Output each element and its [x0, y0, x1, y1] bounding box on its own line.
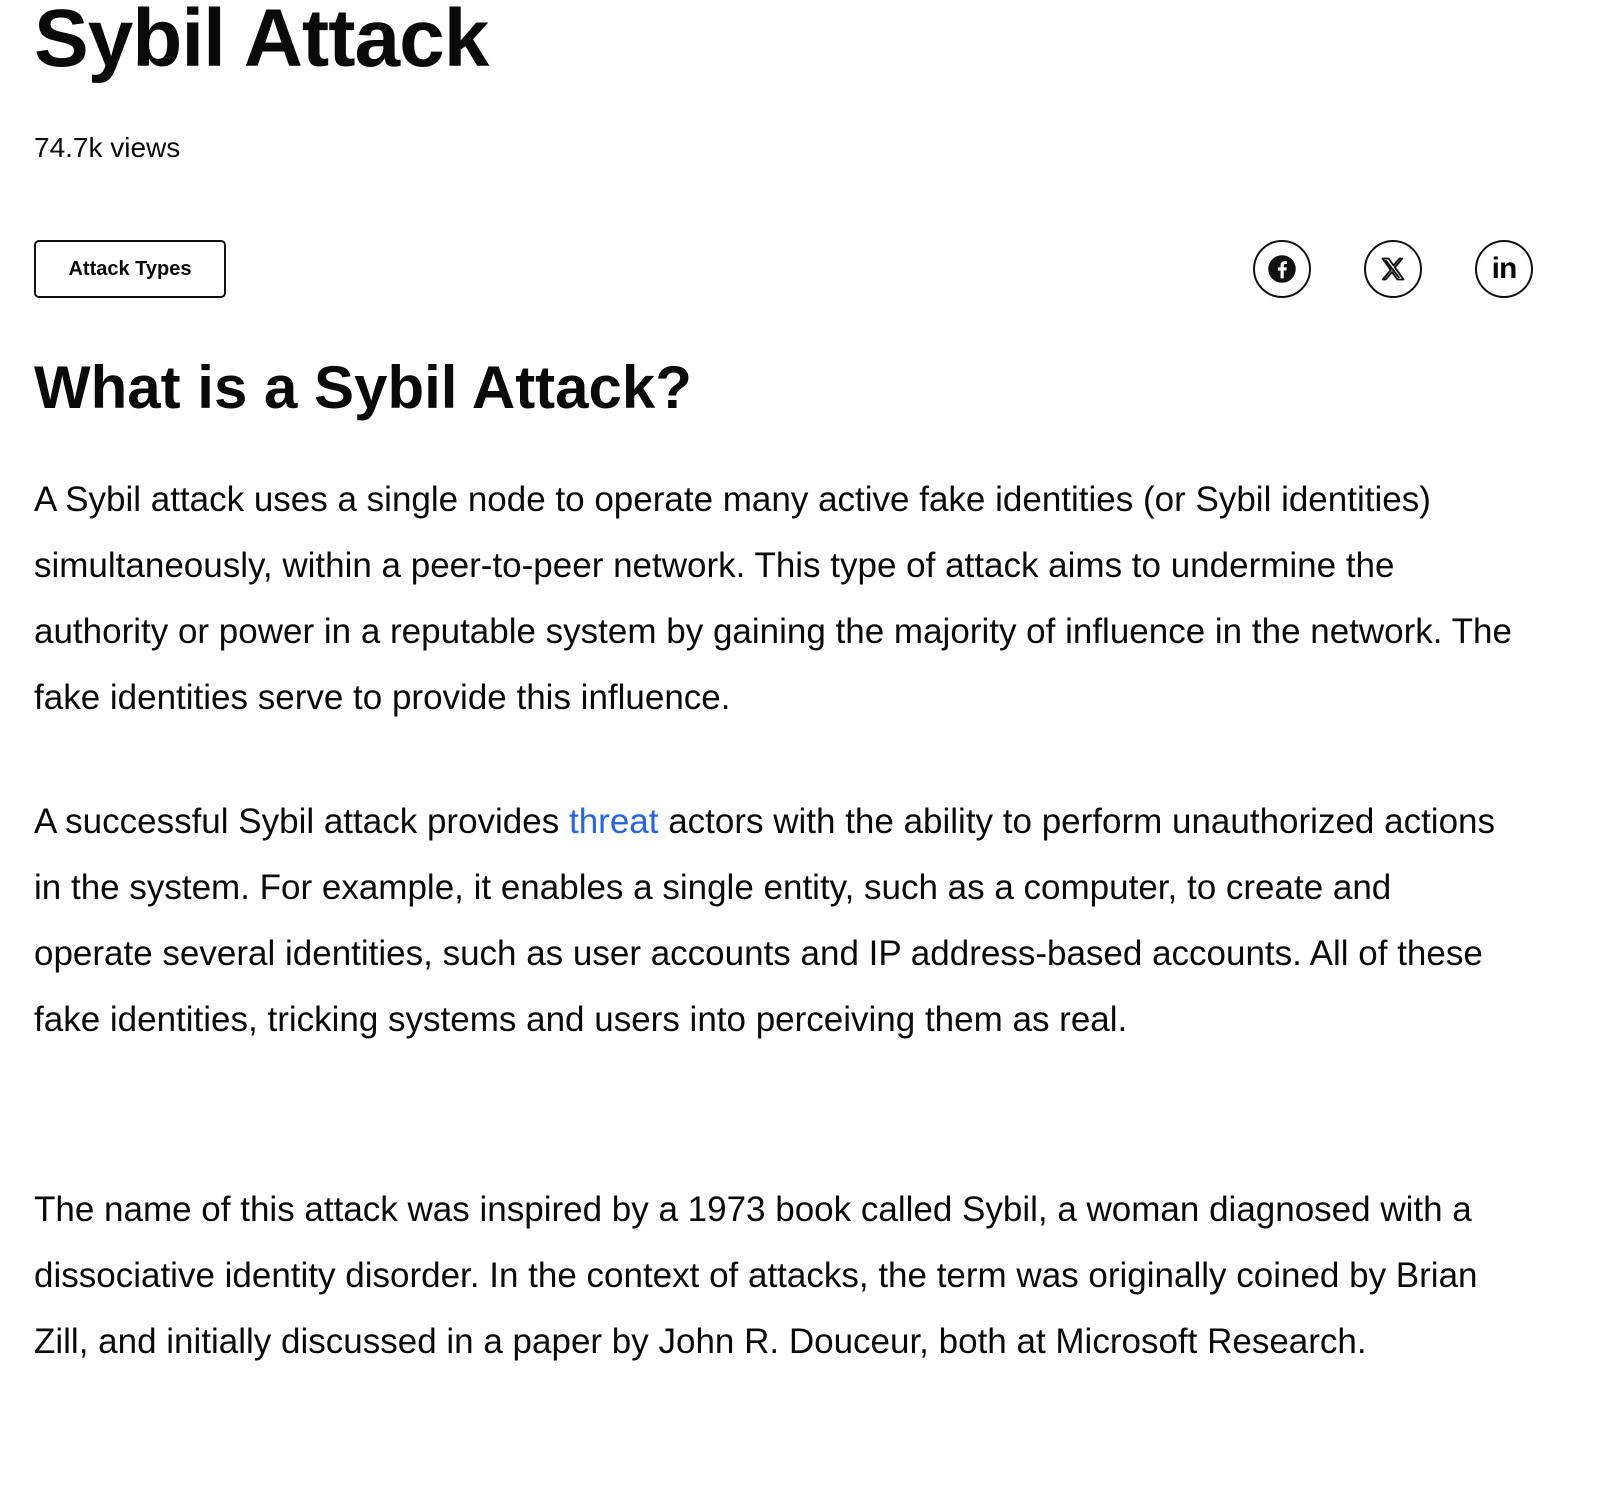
linkedin-icon: in: [1491, 252, 1517, 285]
section-heading: What is a Sybil Attack?: [34, 354, 692, 421]
x-twitter-icon: [1379, 255, 1407, 283]
paragraph-3: The name of this attack was inspired by a 1973 book called Sybil, a woman diagnosed with a dissociative identity disorder. In the context of attacks, the term was originally coined by Brian Zill, and initially discussed in a paper by John R. Douceur, both at Microsoft Research.: [34, 1190, 1478, 1361]
tag-label: Attack Types: [68, 257, 192, 280]
view-count: 74.7k views: [34, 132, 181, 163]
page-title: Sybil Attack: [34, 0, 489, 84]
share-facebook-button[interactable]: [1253, 240, 1311, 298]
paragraph-2-text-before: A successful Sybil attack provides: [34, 802, 569, 841]
paragraph-2-text-after: actors with the ability to perform unauthorized actions in the system. For example, it enables a single entity, such as a computer, to create and operate several identities, such as user accounts and IP address-based accounts. All of these fake identities, tricking systems and users into perceiving them as real.: [34, 802, 1495, 1039]
facebook-icon: [1267, 254, 1297, 284]
threat-link[interactable]: threat: [568, 802, 659, 841]
share-linkedin-button[interactable]: [1475, 240, 1533, 298]
attack-types-tag[interactable]: [34, 240, 226, 298]
share-x-button[interactable]: [1364, 240, 1422, 298]
paragraph-2: [34, 789, 1514, 1053]
paragraph-1: A Sybil attack uses a single node to operate many active fake identities (or Sybil identities) simultaneously, within a peer-to-peer network. This type of attack aims to undermine the authority or power in a reputable system by gaining the majority of influence in the network. The fake identities serve to provide this influence.: [34, 480, 1512, 717]
